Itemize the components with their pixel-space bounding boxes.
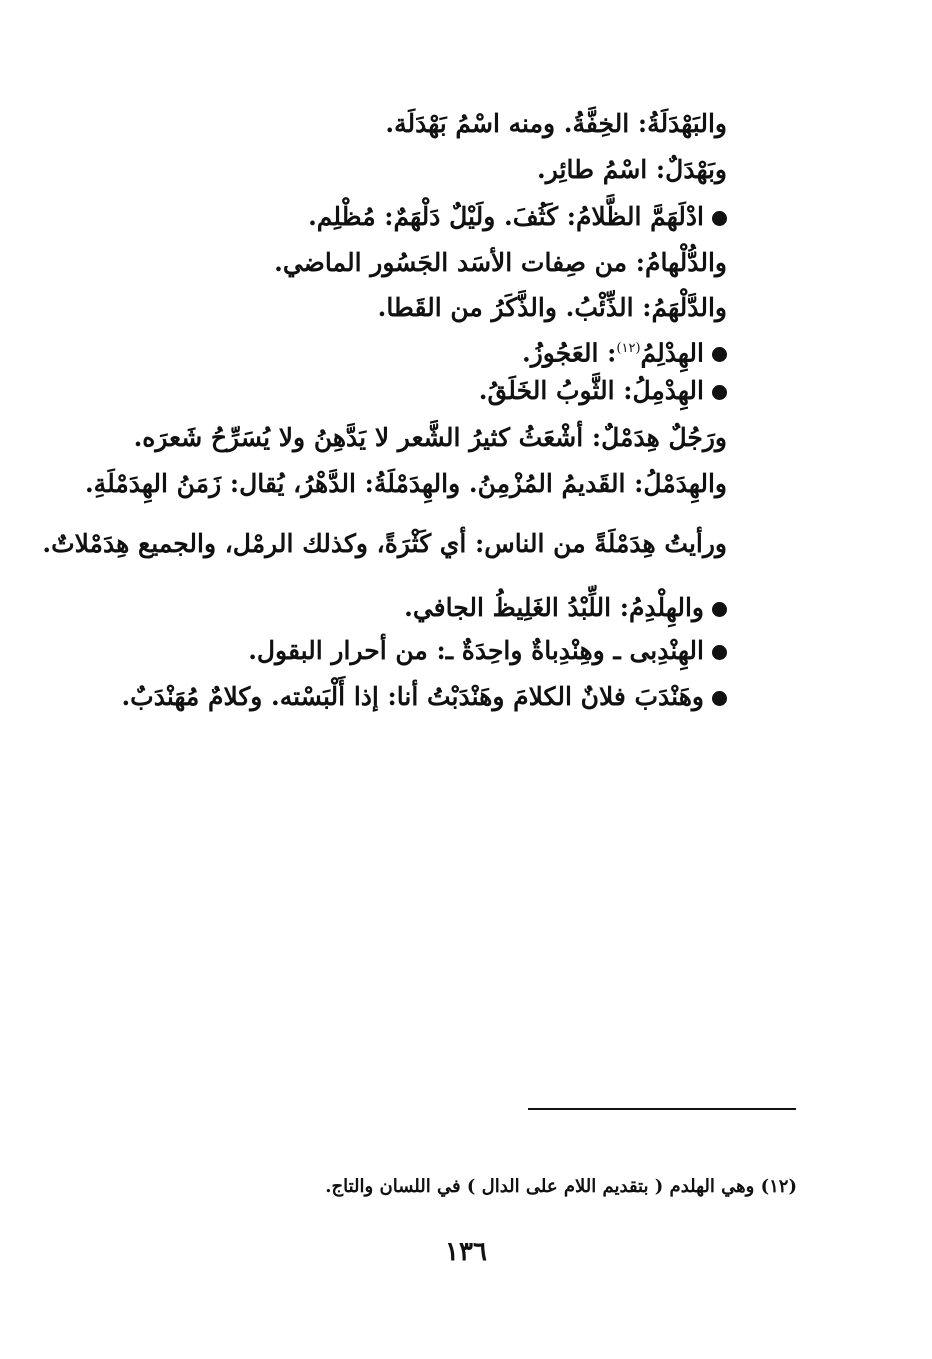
text-line: الهِدْلِمُ$^{(١٢)}$: العَجُوزُ. bbox=[522, 329, 727, 373]
footnote: (١٢) وهي الهلدم ( بتقديم اللام على الدال ) في اللسان والتاج. bbox=[325, 1176, 797, 1197]
bullet-icon bbox=[712, 691, 727, 706]
footnote-ref: (١٢) bbox=[616, 341, 641, 356]
text-line: وبَهْدَلٌ: اسْمُ طائِر. bbox=[537, 155, 727, 184]
text-line: والدُّلْهامُ: من صِفات الأسَد الجَسُور الماضي. bbox=[274, 248, 727, 277]
text-line: والهِلْدِمُ: اللِّبْدُ الغَلِيظُ الجافي. bbox=[404, 588, 727, 628]
page-number: ١٣٦ bbox=[445, 1237, 487, 1267]
text-line: وهَنْدَبَ فلانٌ الكلامَ وهَنْدَبْتُ أنا: إذا أَلْبَسْته. وكلامٌ مُهَنْدَبٌ. bbox=[121, 677, 727, 717]
text-line: ادْلَهَمَّ الظَّلامُ: كَثُفَ. ولَيْلٌ دَلْهَمٌ: مُظْلِم. bbox=[308, 197, 727, 237]
bullet-icon bbox=[712, 645, 727, 660]
bullet-icon bbox=[712, 602, 727, 617]
bullet-icon bbox=[712, 347, 727, 362]
footnote-divider bbox=[528, 1108, 796, 1110]
text-line: الهِنْدِبى ـ وهِنْدِباةٌ واحِدَةٌ ـ: من أحرار البقول. bbox=[248, 631, 727, 671]
text-line: ورأيتُ هِدَمْلَةً من الناس: أي كَثْرَةً، وكذلك الرمْل، والجميع هِدَمْلاتٌ. bbox=[42, 529, 727, 558]
text-line: ورَجُلٌ هِدَمْلٌ: أشْعَثُ كثيرُ الشَّعر لا يَدَّهِنُ ولا يُسَرِّحُ شَعرَه. bbox=[133, 423, 727, 452]
text-line: والدَّلْهَمُ: الذِّئْبُ. والذَّكَرُ من القَطا. bbox=[377, 293, 727, 322]
text-line: والبَهْدَلَةُ: الخِفَّةُ. ومنه اسْمُ بَهْدَلَة. bbox=[385, 109, 727, 138]
text-line: الهِدْمِلُ: الثَّوبُ الخَلَقُ. bbox=[479, 371, 727, 411]
bullet-icon bbox=[712, 385, 727, 400]
text-line: والهِدَمْلُ: القَديمُ المُزْمِنُ. والهِدَمْلَةُ: الدَّهْرُ، يُقال: زَمَنُ الهِدَمْلَةِ. bbox=[84, 469, 727, 498]
bullet-icon bbox=[712, 211, 727, 226]
